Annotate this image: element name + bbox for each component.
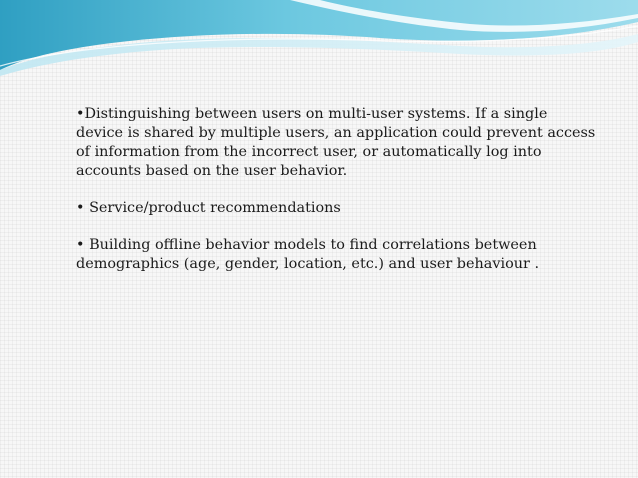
header-wave-decoration	[0, 0, 638, 80]
bullet-behavior-models: • Building offline behavior models to find correlations between demographics (age, gender, location, etc.) and user behaviour .	[76, 237, 540, 272]
bullet-recommendations: • Service/product recommendations	[76, 200, 341, 216]
slide-content	[76, 105, 596, 292]
wave-band-main	[0, 0, 638, 70]
bullet-user-distinction: •Distinguishing between users on multi-user systems. If a single device is shared by multiple users, an application could prevent access of information from the incorrect user, or automatically log into accounts based on the user behavior.	[76, 106, 596, 179]
